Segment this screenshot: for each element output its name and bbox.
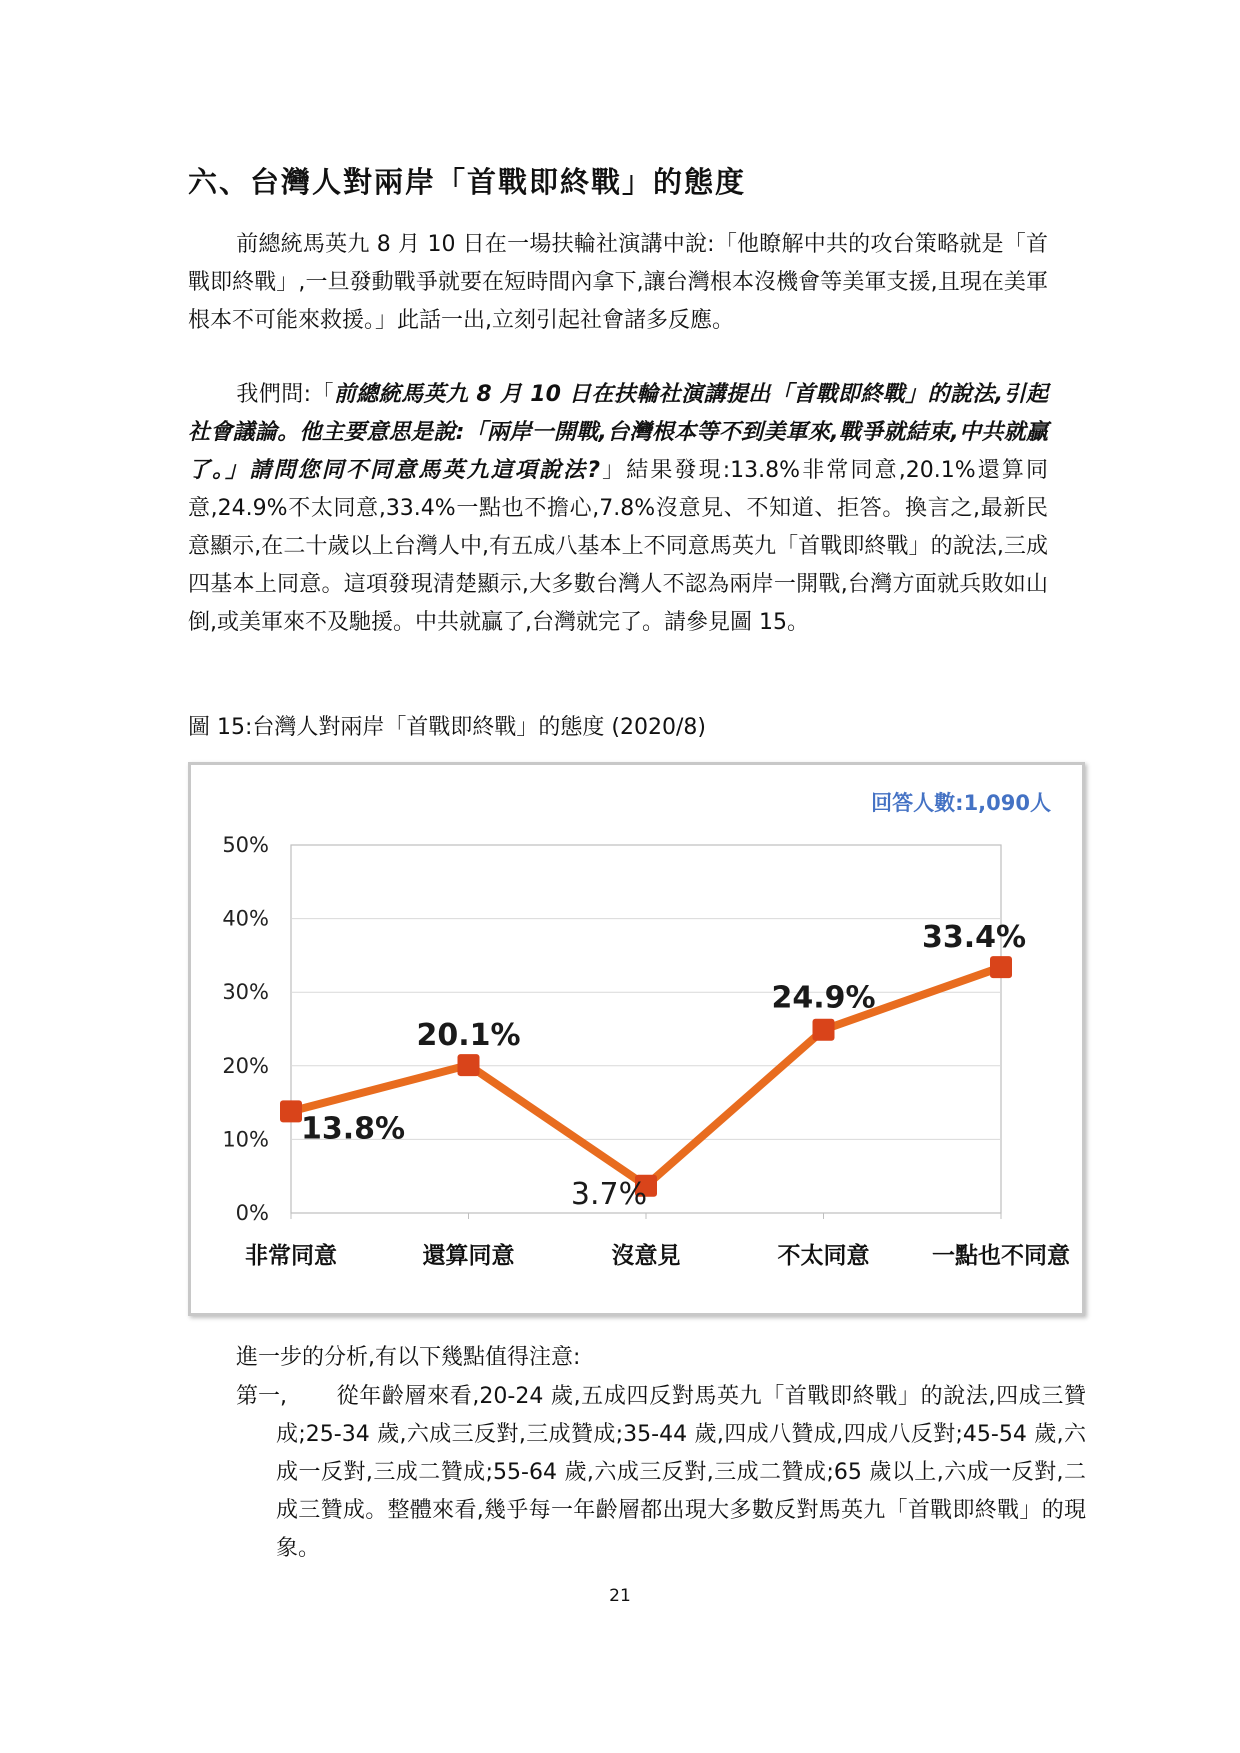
series-line [291, 967, 1001, 1186]
data-point [280, 1100, 302, 1122]
data-label: 3.7% [570, 1176, 648, 1212]
y-tick-label: 30% [222, 980, 269, 1005]
survey-question: 前總統馬英九 8 月 10 日在扶輪社演講提出「首戰即終戰」的說法,引起社會議論。他主要意思是說:「兩岸一開戰,台灣根本等不到美軍來,戰爭就結束,中共就贏了。」請問您同不同意馬英九這項說法? [188, 382, 1048, 483]
survey-result: 」結果發現:13.8%非常同意,20.1%還算同意,24.9%不太同意,33.4%一點也不擔心,7.8%沒意見、不知道、拒答。換言之,最新民意顯示,在二十歲以上台灣人中,有五成八基本上不同意馬英九「首戰即終戰」的說法,三成四基本上同意。這項發現清楚顯示,大多數台灣人不認為兩岸一開戰,台灣方面就兵敗如山倒,或美軍來不及馳援。中共就贏了,台灣就完了。請參見圖 15。 [188, 458, 1048, 635]
analysis-item-text: 從年齡層來看,20-24 歲,五成四反對馬英九「首戰即終戰」的說法,四成三贊成;25-34 歲,六成三反對,三成贊成;35-44 歲,四成八贊成,四成八反對;45-54 歲,六成一反對,三成二贊成;55-64 歲,六成三反對,三成二贊成;65 歲以上,六成一反對,二成三贊成。整體來看,幾乎每一年齡層都出現大多數反對馬英九「首戰即終戰」的現象。 [276, 1384, 1086, 1561]
data-point [813, 1019, 835, 1041]
paragraph-survey [188, 376, 1048, 642]
x-tick-label: 非常同意 [245, 1243, 337, 1269]
x-tick-label: 還算同意 [422, 1243, 515, 1269]
plot-area [291, 845, 1001, 1213]
section-heading: 六、台灣人對兩岸「首戰即終戰」的態度 [188, 165, 747, 199]
respondent-count: 回答人數:1,090人 [871, 791, 1051, 815]
data-label: 20.1% [416, 1018, 521, 1054]
page-number: 21 [609, 1586, 631, 1606]
y-tick-label: 40% [222, 906, 269, 931]
data-point [990, 956, 1012, 978]
data-point [458, 1054, 480, 1076]
data-label: 24.9% [771, 980, 876, 1016]
data-label: 33.4% [921, 920, 1027, 956]
chart-frame [188, 762, 1085, 1316]
line-chart [191, 765, 1082, 1313]
analysis-item-label: 第一, [236, 1384, 287, 1409]
paragraph-intro-text: 前總統馬英九 8 月 10 日在一場扶輪社演講中說:「他瞭解中共的攻台策略就是「首戰即終戰」,一旦發動戰爭就要在短時間內拿下,讓台灣根本沒機會等美軍支援,且現在美軍根本不可能來救援。」此話一出,立刻引起社會諸多反應。 [188, 232, 1048, 333]
figure-caption: 圖 15:台灣人對兩岸「首戰即終戰」的態度 (2020/8) [188, 715, 706, 740]
x-tick-label: 一點也不同意 [932, 1243, 1070, 1269]
y-tick-label: 0% [235, 1201, 269, 1225]
paragraph-intro [188, 226, 1048, 340]
x-tick-label: 不太同意 [777, 1243, 870, 1269]
survey-lead: 我們問:「 [236, 382, 334, 407]
y-tick-label: 10% [222, 1127, 269, 1152]
data-label: 13.8% [300, 1111, 406, 1147]
analysis-intro: 進一步的分析,有以下幾點值得注意: [236, 1345, 581, 1370]
y-tick-label: 50% [222, 833, 269, 857]
y-tick-label: 20% [222, 1053, 269, 1078]
x-tick-label: 沒意見 [611, 1243, 681, 1269]
analysis-item-1 [236, 1378, 1086, 1568]
